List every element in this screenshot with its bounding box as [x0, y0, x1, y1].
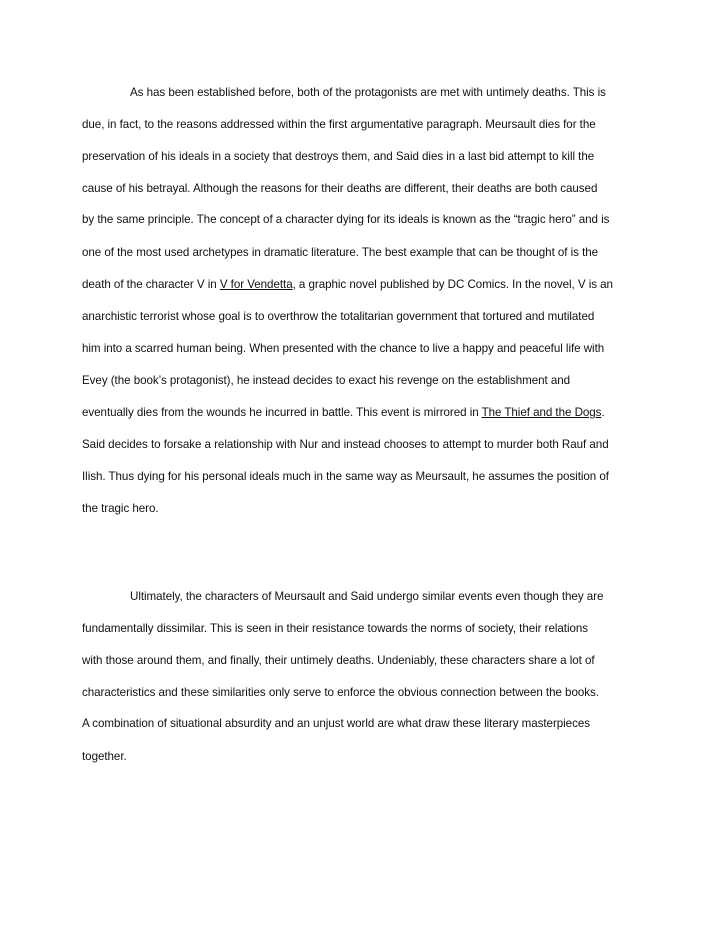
paragraph-line: characteristics and these similarities only serve to enforce the obvious connection between the books.	[82, 686, 599, 699]
book-title-v-for-vendetta: V for Vendetta	[219, 278, 293, 291]
paragraph-line	[82, 405, 605, 421]
line-text: eventually dies from the wounds he incurred in battle. This event is mirrored in	[82, 406, 482, 419]
line-text: .	[601, 406, 605, 419]
paragraph-line	[82, 277, 613, 293]
paragraph-line: fundamentally dissimilar. This is seen in their resistance towards the norms of society, their relations	[82, 622, 589, 635]
paragraph-line: preservation of his ideals in a society that destroys them, and Said dies in a last bid attempt to kill the	[82, 150, 595, 163]
paragraph-line: the tragic hero.	[82, 502, 159, 515]
paragraph-line: Ilish. Thus dying for his personal ideals much in the same way as Meursault, he assumes the position of	[82, 470, 609, 483]
paragraph-line: him into a scarred human being. When presented with the chance to live a happy and peaceful life with	[82, 342, 605, 355]
paragraph-line: A combination of situational absurdity and an unjust world are what draw these literary masterpieces	[82, 717, 590, 730]
paragraph-line: Ultimately, the characters of Meursault and Said undergo similar events even though they are	[130, 590, 604, 603]
book-title-thief-and-the-dogs: The Thief and the Dogs	[481, 406, 602, 419]
paragraph-line: cause of his betrayal. Although the reasons for their deaths are different, their deaths are both caused	[82, 182, 598, 195]
paragraph-line: Evey (the book’s protagonist), he instead decides to exact his revenge on the establishment and	[82, 374, 571, 387]
paragraph-line: by the same principle. The concept of a character dying for its ideals is known as the “tragic hero” and is	[82, 213, 610, 226]
paragraph-line: with those around them, and finally, their untimely deaths. Undeniably, these characters share a lot of	[82, 654, 595, 667]
line-text: , a graphic novel published by DC Comics. In the novel, V is an	[292, 278, 613, 291]
paragraph-line: due, in fact, to the reasons addressed within the first argumentative paragraph. Meursault dies for the	[82, 118, 596, 131]
paragraph-line: Said decides to forsake a relationship with Nur and instead chooses to attempt to murder both Rauf and	[82, 438, 609, 451]
paragraph-line: anarchistic terrorist whose goal is to overthrow the totalitarian government that tortured and mutilated	[82, 310, 595, 323]
paragraph-line: together.	[82, 750, 127, 763]
paragraph-line: As has been established before, both of the protagonists are met with untimely deaths. This is	[130, 86, 606, 99]
paragraph-line: one of the most used archetypes in dramatic literature. The best example that can be thought of is the	[82, 246, 599, 259]
line-text: death of the character V in	[82, 278, 220, 291]
